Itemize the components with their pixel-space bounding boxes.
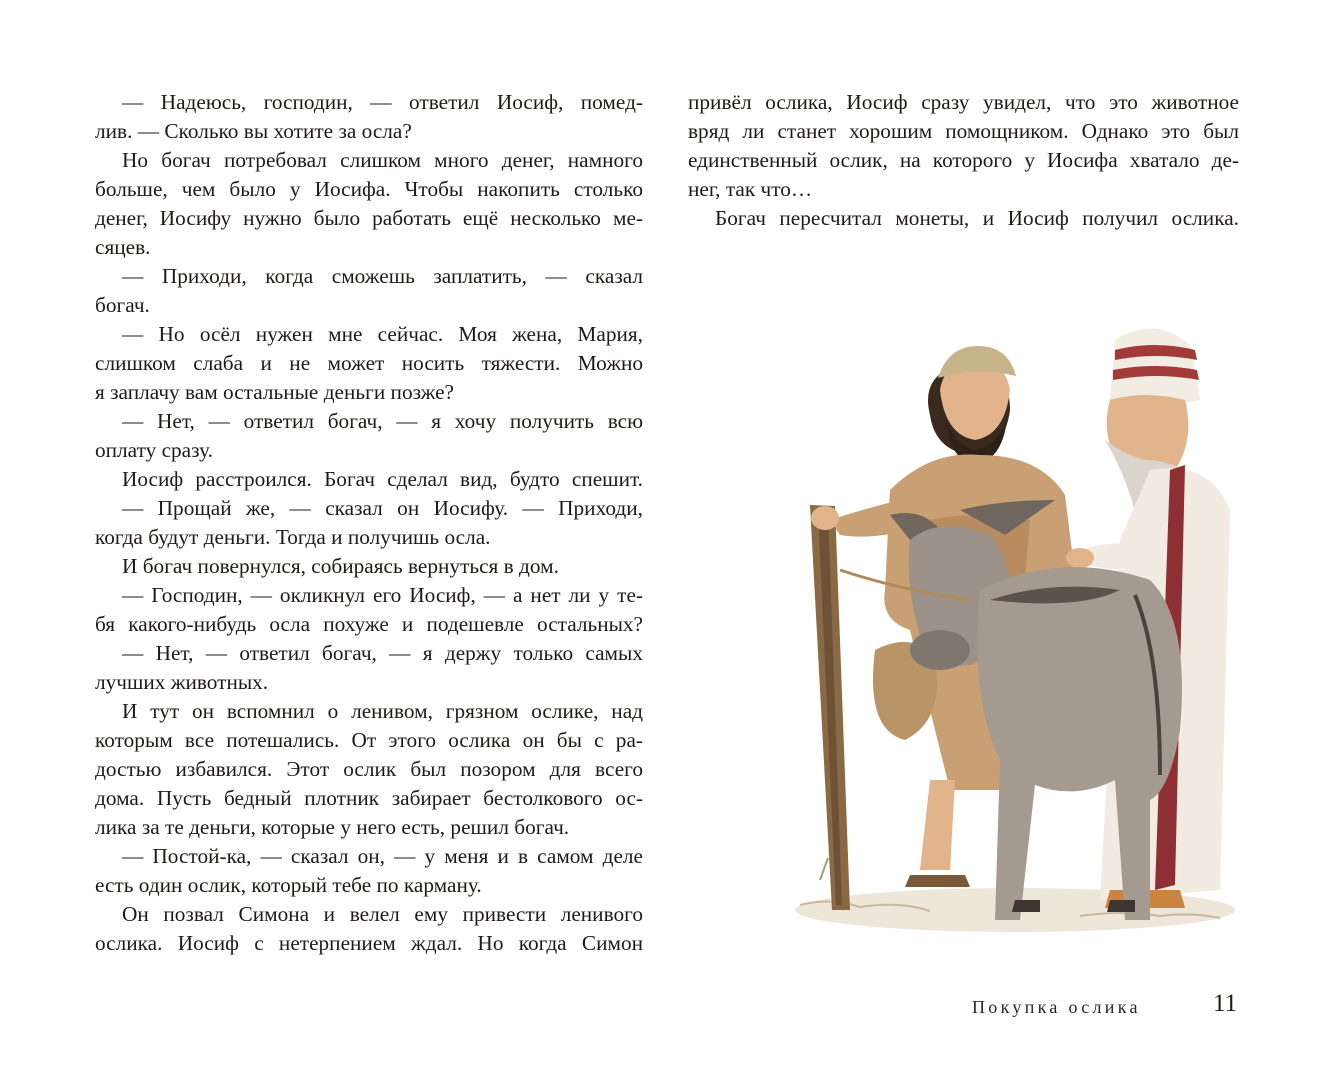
text-line: Иосиф расстроился. Богач сделал вид, будто спешит.: [122, 467, 643, 491]
text-line: привёл ослика, Иосиф сразу увидел, что это животное: [688, 90, 1239, 114]
text-line: — Постой-ка, — сказал он, — у меня и в самом деле: [122, 844, 643, 868]
text-line: Богач пересчитал монеты, и Иосиф получил ослика.: [715, 206, 1239, 230]
text-line: которым все потешались. От этого ослика он бы с ра-: [95, 728, 643, 752]
text-line: — Господин, — окликнул его Иосиф, — а нет ли у те-: [122, 583, 643, 607]
text-line: когда будут деньги. Тогда и получишь осла.: [95, 525, 491, 549]
text-line: — Но осёл нужен мне сейчас. Моя жена, Мария,: [122, 322, 643, 346]
left-text-column: [95, 88, 643, 958]
text-line: — Надеюсь, господин, — ответил Иосиф, помед-: [122, 90, 643, 114]
text-line: богач.: [95, 293, 150, 317]
text-line: Он позвал Симона и велел ему привести ленивого: [122, 902, 643, 926]
text-line: дома. Пусть бедный плотник забирает бестолкового ос-: [95, 786, 643, 810]
text-line: — Нет, — ответил богач, — я держу только самых: [122, 641, 643, 665]
text-line: — Приходи, когда сможешь заплатить, — сказал: [122, 264, 643, 288]
text-line: нег, так что…: [688, 177, 813, 201]
text-line: лив. — Сколько вы хотите за осла?: [95, 119, 412, 143]
text-line: единственный ослик, на которого у Иосифа хватало де-: [688, 148, 1239, 172]
text-line: лучших животных.: [95, 670, 269, 694]
text-line: я заплачу вам остальные деньги позже?: [95, 380, 454, 404]
page-number: 11: [1213, 990, 1238, 1017]
chapter-title: Покупка ослика: [972, 997, 1141, 1017]
text-line: оплату сразу.: [95, 438, 213, 462]
text-line: сяцев.: [95, 235, 151, 259]
right-text-column: [688, 88, 1239, 233]
illustration-joseph-donkey-rich-man: [780, 320, 1250, 960]
text-line: лика за те деньги, которые у него есть, решил богач.: [95, 815, 570, 839]
text-line: достью избавился. Этот ослик был позором для всего: [95, 757, 643, 781]
text-line: вряд ли станет хорошим помощником. Однако это был: [688, 119, 1239, 143]
staff: [810, 505, 850, 910]
text-line: И богач повернулся, собираясь вернуться в дом.: [122, 554, 559, 578]
text-line: бя какого-нибудь осла похуже и подешевле остальных?: [95, 612, 643, 636]
text-line: ослика. Иосиф с нетерпением ждал. Но когда Симон: [95, 931, 643, 955]
text-line: — Нет, — ответил богач, — я хочу получить всю: [122, 409, 643, 433]
text-line: больше, чем было у Иосифа. Чтобы накопить столько: [95, 177, 643, 201]
text-line: Но богач потребовал слишком много денег, намного: [122, 148, 643, 172]
text-line: И тут он вспомнил о ленивом, грязном ослике, над: [122, 699, 643, 723]
text-line: слишком слаба и не может носить тяжести. Можно: [95, 351, 643, 375]
text-line: есть один ослик, который тебе по карману.: [95, 873, 482, 897]
text-line: денег, Иосифу нужно было работать ещё несколько ме-: [95, 206, 643, 230]
text-line: — Прощай же, — сказал он Иосифу. — Приходи,: [122, 496, 643, 520]
